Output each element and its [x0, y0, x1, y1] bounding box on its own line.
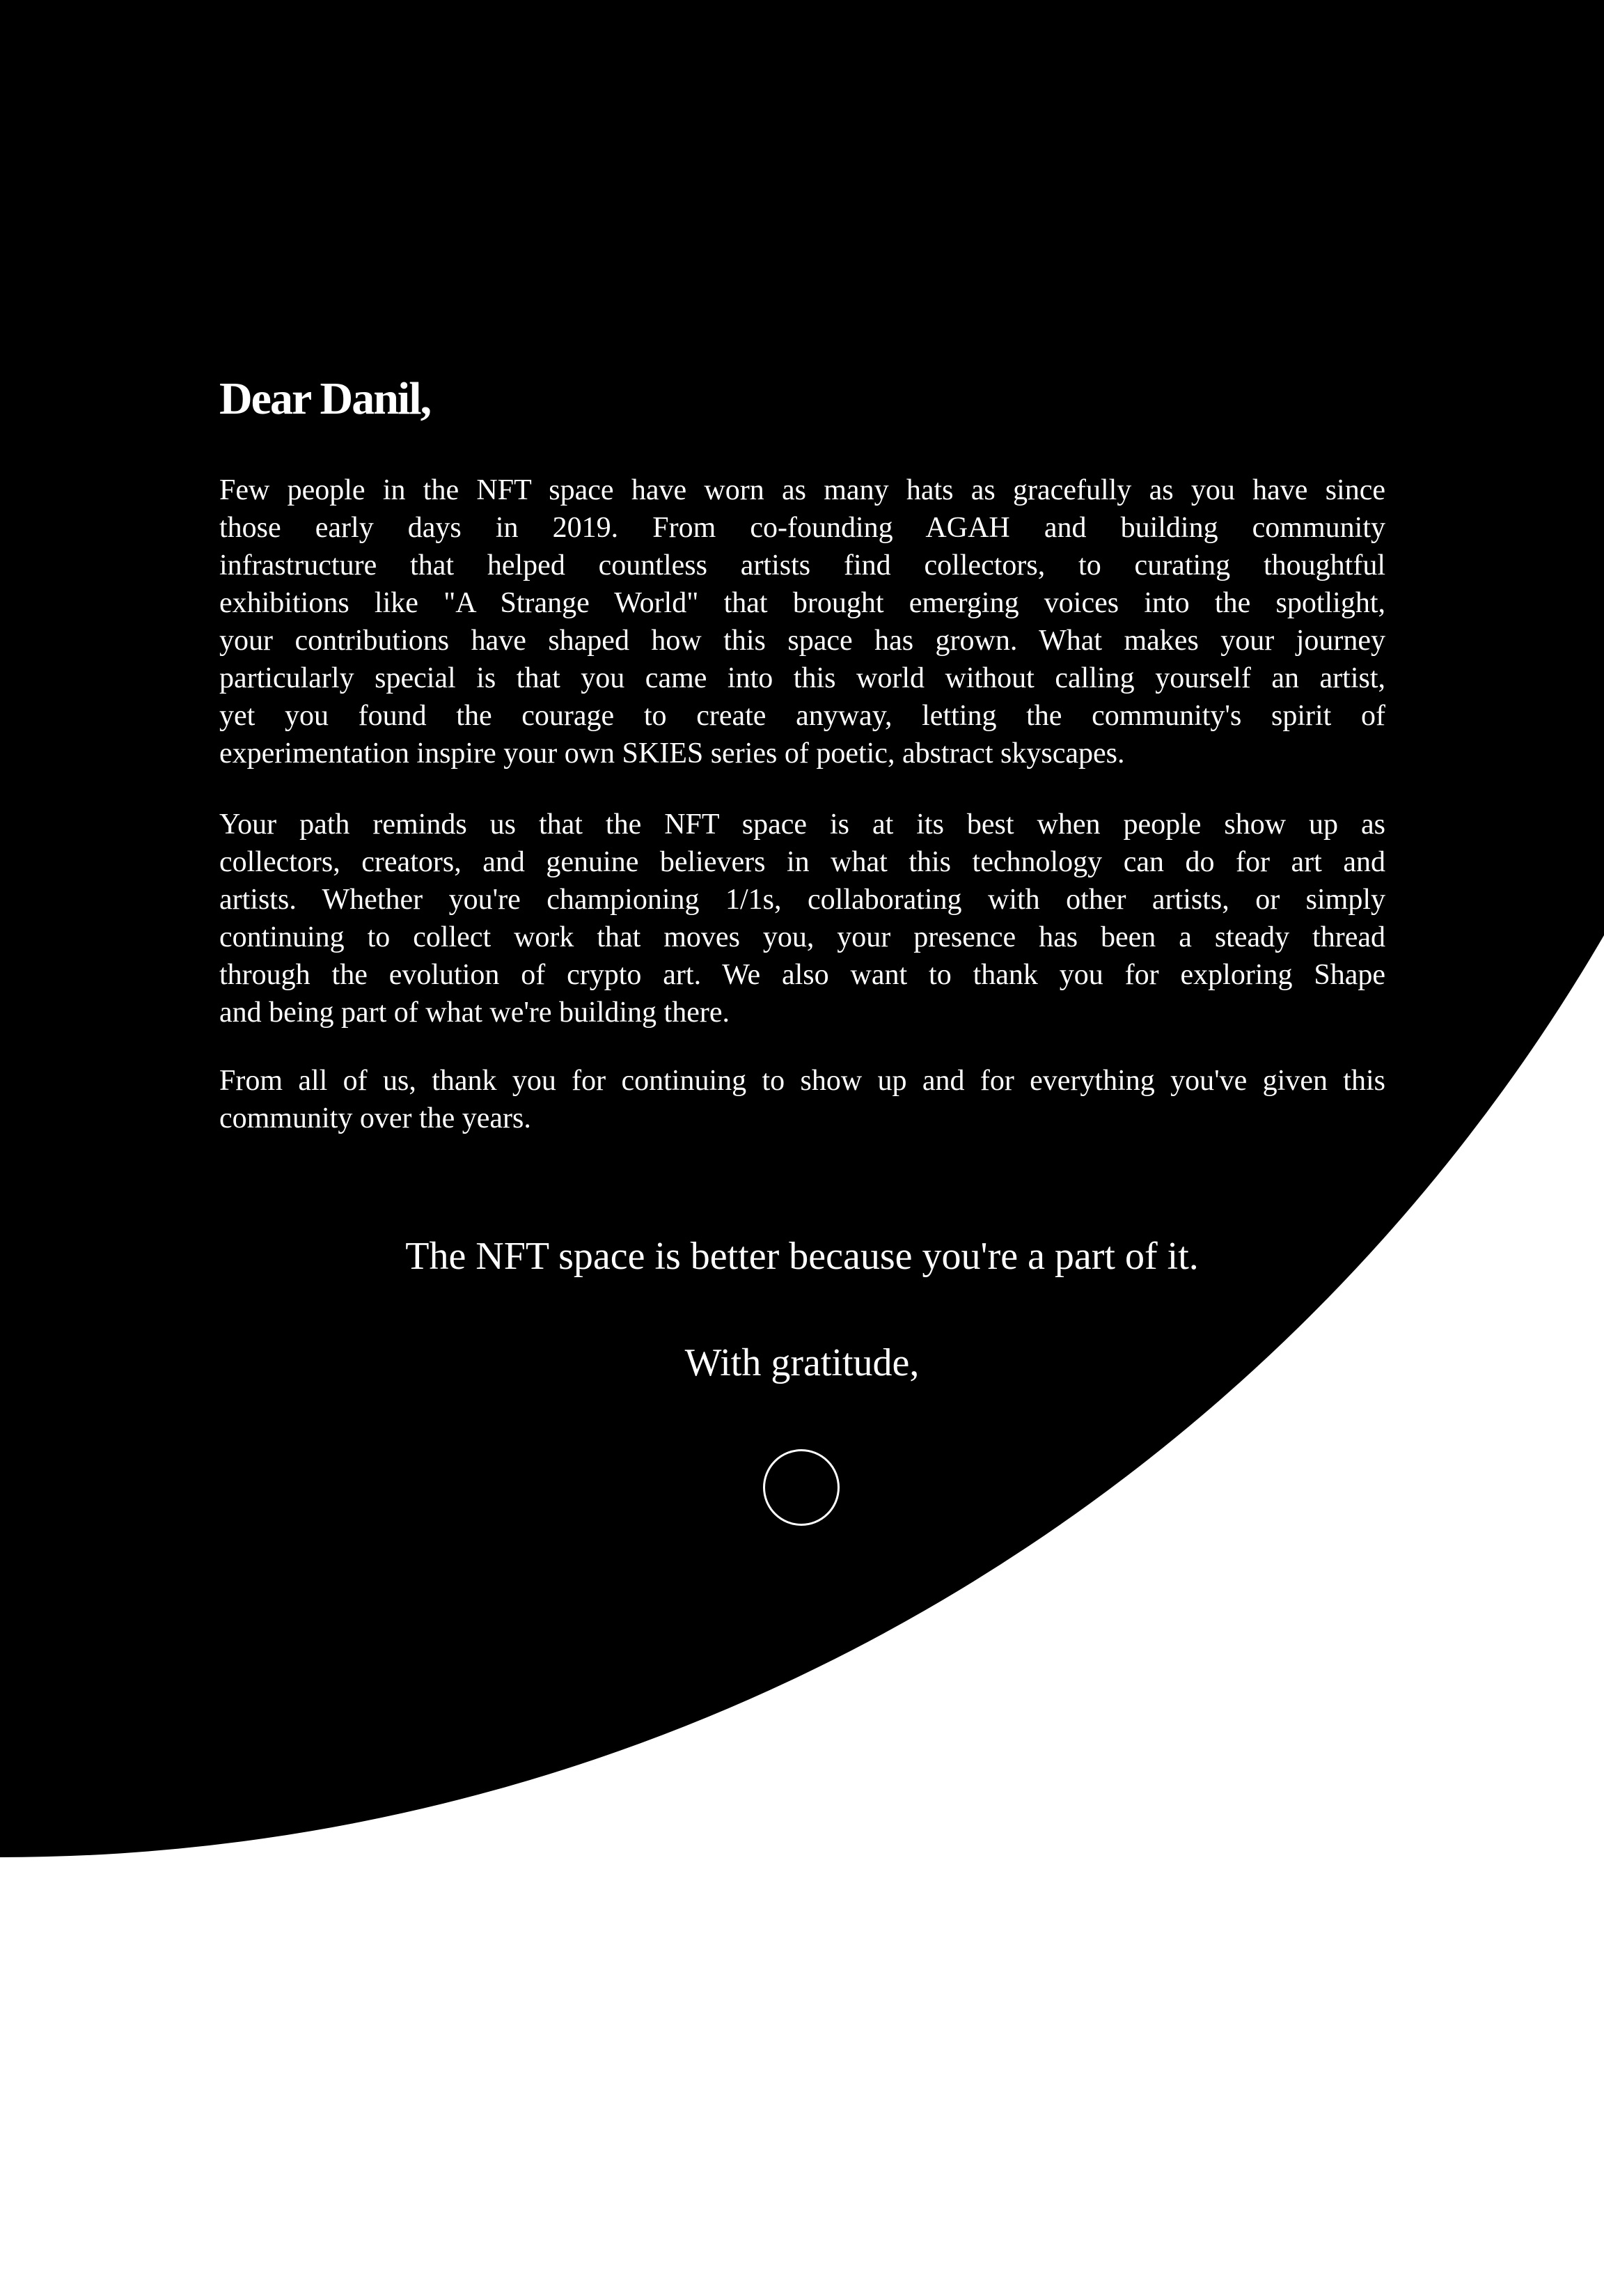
- paragraph-line: collectors, creators, and genuine believers in what this technology can do for art and: [219, 846, 1385, 878]
- paragraph-line: experimentation inspire your own SKIES series of poetic, abstract skyscapes.: [219, 737, 1125, 770]
- paragraph-line: those early days in 2019. From co-founding AGAH and building community: [219, 512, 1385, 544]
- greeting-heading: Dear Danil,: [219, 373, 431, 424]
- paragraph-line: community over the years.: [219, 1102, 531, 1134]
- paragraph-line: infrastructure that helped countless artists find collectors, to curating thoughtful: [219, 549, 1385, 581]
- signoff: With gratitude,: [684, 1341, 920, 1384]
- tagline: The NFT space is better because you're a part of it.: [405, 1235, 1199, 1278]
- paragraph-line: yet you found the courage to create anyway, letting the community's spirit of: [219, 700, 1385, 732]
- paragraph-line: through the evolution of crypto art. We also want to thank you for exploring Shape: [219, 959, 1385, 991]
- paragraph-3: [219, 1062, 1385, 1137]
- paragraph-line: exhibitions like "A Strange World" that brought emerging voices into the spotlight,: [219, 587, 1385, 619]
- paragraph-line: artists. Whether you're championing 1/1s, collaborating with other artists, or simply: [219, 884, 1385, 916]
- paragraph-line: Few people in the NFT space have worn as many hats as gracefully as you have since: [219, 474, 1385, 506]
- paragraph-1: [219, 471, 1385, 772]
- paragraph-line: continuing to collect work that moves you, your presence has been a steady thread: [219, 921, 1385, 953]
- paragraph-line: Your path reminds us that the NFT space is at its best when people show up as: [219, 809, 1385, 841]
- paragraph-line: your contributions have shaped how this space has grown. What makes your journey: [219, 625, 1385, 657]
- paragraph-line: particularly special is that you came into this world without calling yourself an artist,: [219, 662, 1385, 694]
- paragraph-2: [219, 806, 1385, 1031]
- paragraph-line: From all of us, thank you for continuing to show up and for everything you've given this: [219, 1065, 1385, 1097]
- signature-circle-icon: [763, 1449, 840, 1526]
- paragraph-line: and being part of what we're building there.: [219, 997, 730, 1029]
